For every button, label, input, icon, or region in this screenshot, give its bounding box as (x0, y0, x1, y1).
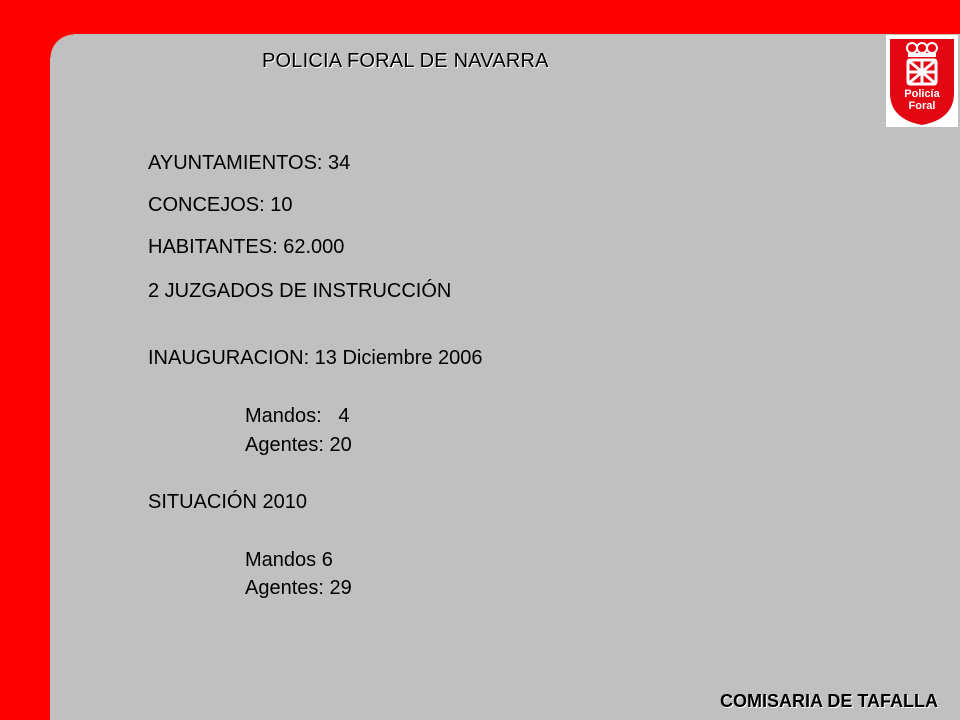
red-frame-corner (50, 34, 74, 58)
red-frame-top (0, 0, 960, 34)
inauguracion-agentes: Agentes: 20 (245, 434, 352, 456)
policia-foral-shield-icon (886, 35, 958, 127)
concejos-text: CONCEJOS: 10 (148, 194, 293, 216)
red-frame-left (0, 0, 50, 720)
logo-text-line2: Foral (908, 100, 936, 112)
policia-foral-logo (886, 35, 958, 127)
situacion-heading: SITUACIÓN 2010 (148, 491, 307, 513)
habitantes-text: HABITANTES: 62.000 (148, 236, 345, 258)
juzgados-text: 2 JUZGADOS DE INSTRUCCIÓN (148, 280, 452, 302)
situacion-agentes: Agentes: 29 (245, 577, 352, 599)
ayuntamientos-text: AYUNTAMIENTOS: 34 (148, 152, 351, 174)
footer-label: COMISARIA DE TAFALLA (720, 691, 938, 711)
situacion-mandos: Mandos 6 (245, 549, 333, 571)
logo-text-line1: Policía (904, 88, 940, 100)
inauguracion-heading: INAUGURACION: 13 Diciembre 2006 (148, 347, 483, 369)
inauguracion-mandos: Mandos: 4 (245, 405, 350, 427)
page-title: POLICIA FORAL DE NAVARRA (262, 50, 549, 72)
